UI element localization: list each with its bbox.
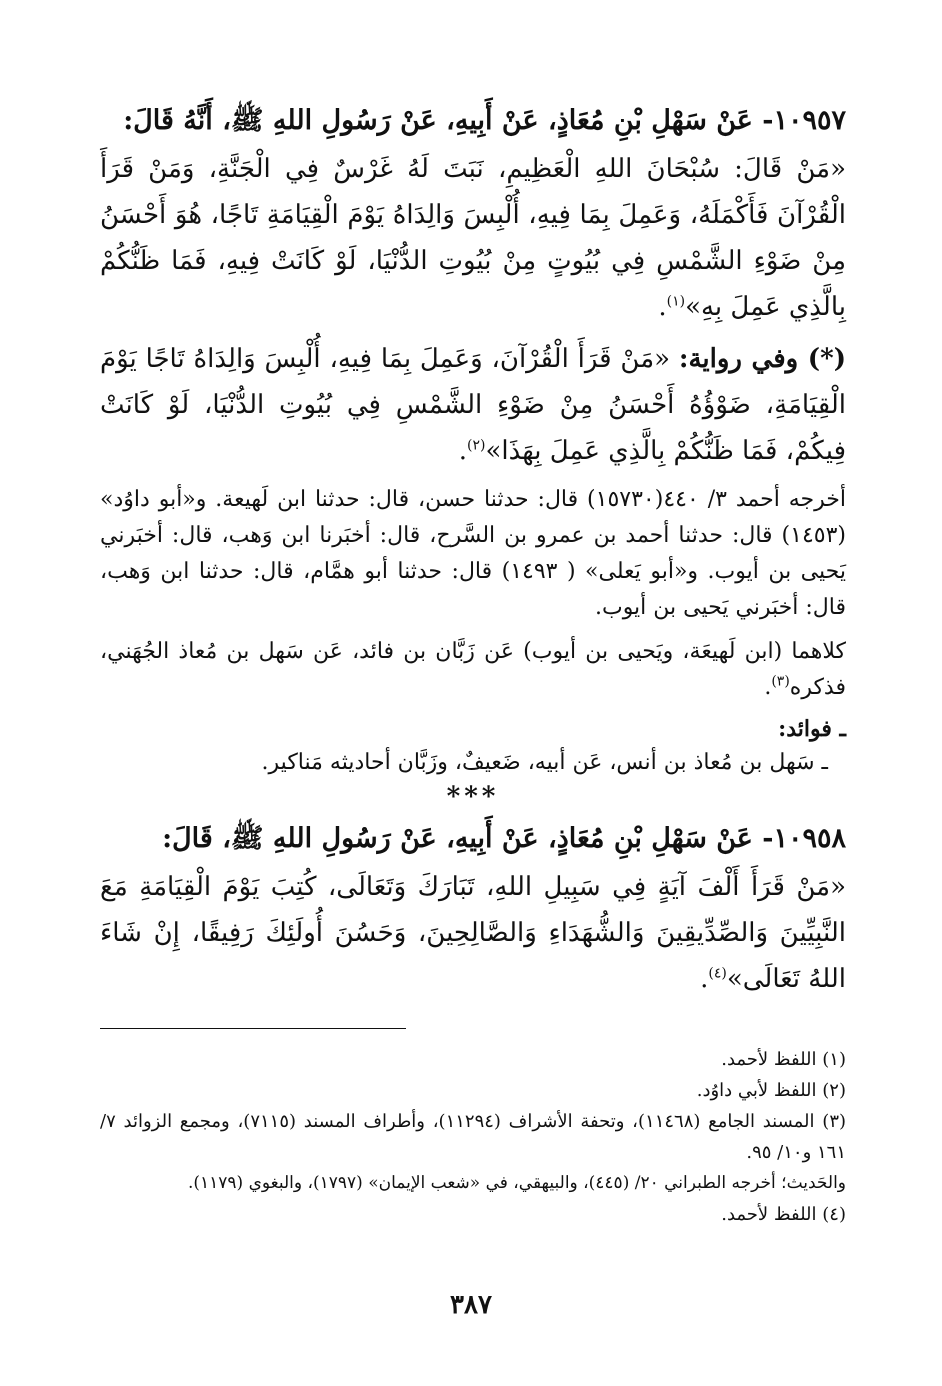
footnote-2: (٢) اللفظ لأبي داوُد. — [696, 1080, 846, 1101]
footnote-ref-4: (٤) — [708, 965, 727, 982]
page-number: ٣٨٧ — [450, 1290, 492, 1320]
section-separator: *** — [446, 782, 500, 812]
hadith-text: «مَنْ قَرَأَ أَلْفَ آيَةٍ فِي سَبِيلِ اللهِ، تَبَارَكَ وَتَعَالَى، كُتِبَ يَوْمَ الْقِيَامَةِ مَعَ النَّبِيِّينَ وَالصِّدِّيقِينَ وَالشُّهَدَاءِ وَالصَّالِحِينَ، وَحَسُنَ أُولَئِكَ رَفِيقًا، إِنْ شَاءَ اللهُ تَعَالَى» — [100, 872, 846, 994]
hadith-text: «مَنْ قَالَ: سُبْحَانَ اللهِ الْعَظِيمِ، نَبَتَ لَهُ غَرْسٌ فِي الْجَنَّةِ، وَمَنْ قَرَأَ الْقُرْآنَ فَأَكْمَلَهُ، وَعَمِلَ بِمَا فِيهِ، أُلْبِسَ وَالِدَاهُ يَوْمَ الْقِيَامَةِ تَاجًا، هُوَ أَحْسَنُ مِنْ ضَوْءِ الشَّمْسِ فِي بُيُوتٍ مِنْ بُيُوتِ الدُّنْيَا، لَوْ كَانَتْ فِيهِ، فَمَا ظَنُّكُمْ بِالَّذِي عَمِلَ بِهِ» — [100, 154, 846, 322]
footnote-3-continued: والحَديث؛ أخرجه الطبراني ٢٠/ (٤٤٥)، والبيهقي، في «شعب الإيمان» (١٧٩٧)، والبغوي (١١٧٩). — [187, 1173, 846, 1193]
footnote-4: (٤) اللفظ لأحمد. — [721, 1204, 846, 1225]
footnote-ref-3: (٣) — [771, 673, 790, 690]
fawaid-heading: ـ فوائد: — [778, 716, 846, 742]
riwaya-text: «مَنْ قَرَأَ الْقُرْآنَ، وَعَمِلَ بِمَا فِيهِ، أُلْبِسَ وَالِدَاهُ تَاجًا يَوْمَ الْقِيَامَةِ، ضَوْؤُهُ أَحْسَنُ مِنْ ضَوْءِ الشَّمْسِ فِي بُيُوتِ الدُّنْيَا، لَوْ كَانَتْ فِيكُمْ، فَمَا ظَنُّكُمْ بِالَّذِي عَمِلَ بِهَذَا» — [100, 344, 846, 466]
isnad-text: كلاهما (ابن لَهيعَة، ويَحيى بن أيوب) عَن زَبَّان بن فائد، عَن سَهل بن مُعاذ الجُهَني، فذكره — [100, 639, 846, 700]
footnote-ref-2: (٢) — [466, 437, 486, 454]
hadith-10957-text: «مَنْ قَالَ: سُبْحَانَ اللهِ الْعَظِيمِ، نَبَتَ لَهُ غَرْسٌ فِي الْجَنَّةِ، وَمَنْ قَرَأَ الْقُرْآنَ فَأَكْمَلَهُ، وَعَمِلَ بِمَا فِيهِ، أُلْبِسَ وَالِدَاهُ يَوْمَ الْقِيَامَةِ تَاجًا، هُوَ أَحْسَنُ مِنْ ضَوْءِ الشَّمْسِ فِي بُيُوتٍ مِنْ بُيُوتِ الدُّنْيَا، لَوْ كَانَتْ فِيهِ، فَمَا ظَنُّكُمْ بِالَّذِي عَمِلَ بِهِ»$^{(١)}$. — [100, 154, 846, 322]
footnotes — [100, 1044, 846, 1230]
hadith-10957-heading: ١٠٩٥٧- عَنْ سَهْلِ بْنِ مُعَاذٍ، عَنْ أَبِيهِ، عَنْ رَسُولِ اللهِ ﷺ، أَنَّهُ قَالَ: — [123, 105, 846, 136]
footnote-3: (٣) المسند الجامع (١١٤٦٨)، وتحفة الأشراف (١١٢٩٤)، وأطراف المسند (٧١١٥)، ومجمع الزوائد ٧/ ١٦١ و١٠/ ٩٥. — [100, 1111, 847, 1163]
isnad-paragraph: كلاهما (ابن لَهيعَة، ويَحيى بن أيوب) عَن زَبَّان بن فائد، عَن سَهل بن مُعاذ الجُهَني، فذكره$^{(٣)}$. — [100, 639, 846, 700]
fawaid-item: ـ سَهل بن مُعاذ بن أنس، عَن أبيه، ضَعيفٌ، وزَبَّان أحاديثه مَناكير. — [261, 750, 828, 775]
footnote-ref-1: (١) — [666, 293, 686, 310]
riwaya-label: (*) وفي رواية: — [678, 344, 847, 374]
riwaya-paragraph: (*) وفي رواية: «مَنْ قَرَأَ الْقُرْآنَ، وَعَمِلَ بِمَا فِيهِ، أُلْبِسَ وَالِدَاهُ تَاجًا يَوْمَ الْقِيَامَةِ، ضَوْؤُهُ أَحْسَنُ مِنْ ضَوْءِ الشَّمْسِ فِي بُيُوتِ الدُّنْيَا، لَوْ كَانَتْ فِيكُمْ، فَمَا ظَنُّكُمْ بِالَّذِي عَمِلَ بِهَذَا»$^{(٢)}$. — [100, 344, 847, 466]
main-text — [100, 100, 846, 1008]
footnote-1: (١) اللفظ لأحمد. — [721, 1049, 846, 1070]
hadith-10958-heading: ١٠٩٥٨- عَنْ سَهْلِ بْنِ مُعَاذٍ، عَنْ أَبِيهِ، عَنْ رَسُولِ اللهِ ﷺ، قَالَ: — [162, 823, 846, 854]
takhrij-paragraph: أخرجه أحمد ٣/ ٤٤٠(١٥٧٣٠) قال: حدثنا حسن، قال: حدثنا ابن لَهيعة. و«أبو داوُد» (١٤٥٣) قال: حدثنا أحمد بن عمرو بن السَّرح، قال: أخبَرنا ابن وَهب، قال: أخبَرني يَحيى بن أيوب. و«أبو يَعلى» ( ١٤٩٣) قال: حدثنا أبو همَّام، قال: حدثنا ابن وَهب، قال: أخبَرني يَحيى بن أيوب. — [100, 487, 846, 620]
footnote-divider — [100, 1028, 406, 1029]
hadith-10958-text: «مَنْ قَرَأَ أَلْفَ آيَةٍ فِي سَبِيلِ اللهِ، تَبَارَكَ وَتَعَالَى، كُتِبَ يَوْمَ الْقِيَامَةِ مَعَ النَّبِيِّينَ وَالصِّدِّيقِينَ وَالشُّهَدَاءِ وَالصَّالِحِينَ، وَحَسُنَ أُولَئِكَ رَفِيقًا، إِنْ شَاءَ اللهُ تَعَالَى»$^{(٤)}$. — [100, 872, 846, 994]
